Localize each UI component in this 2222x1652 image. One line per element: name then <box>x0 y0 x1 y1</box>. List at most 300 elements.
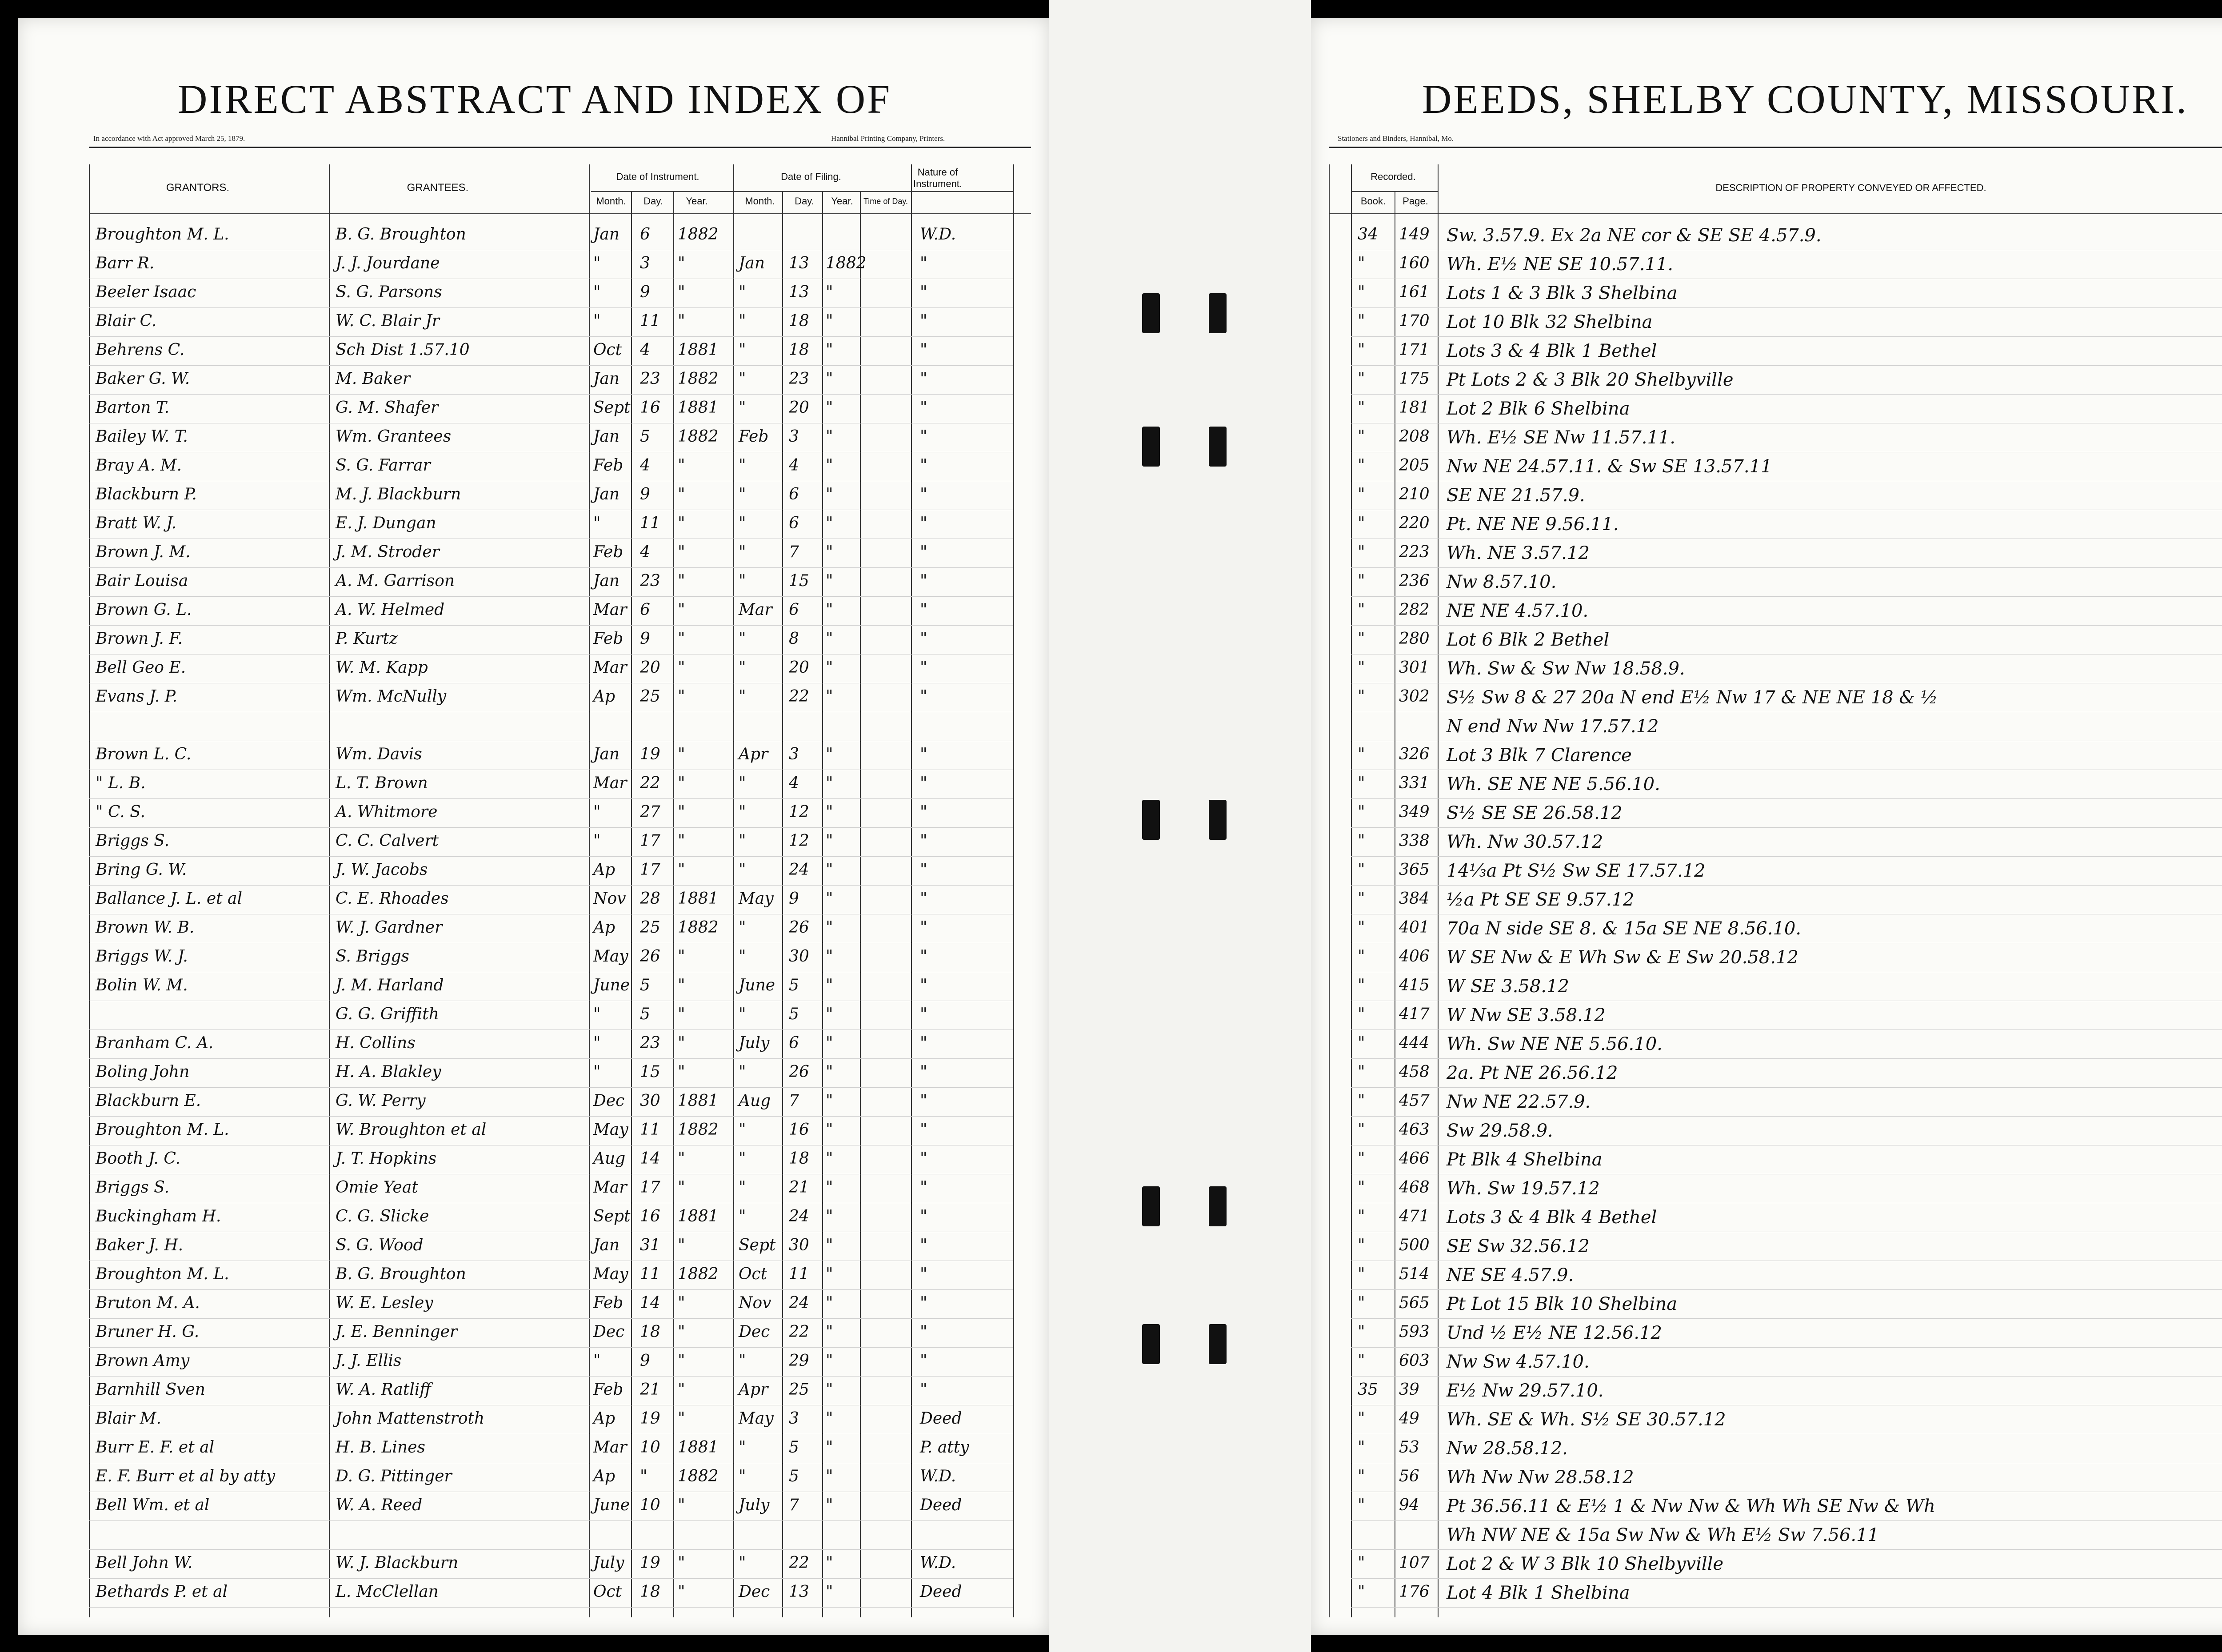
instrument-year: " <box>678 254 685 272</box>
grantor-name: E. F. Burr et al by atty <box>96 1467 276 1485</box>
book-number: " <box>1358 485 1365 503</box>
filing-day: 23 <box>789 370 809 388</box>
grantee-name: J. M. Stroder <box>336 543 440 561</box>
filing-day: 24 <box>789 861 809 879</box>
filing-year: " <box>826 1236 833 1254</box>
instrument-month: " <box>593 803 601 821</box>
nature-of-instrument: W.D. <box>920 1554 956 1572</box>
instrument-month: Ap <box>593 861 615 879</box>
filing-day: 12 <box>789 803 809 821</box>
property-description: Pt Lot 15 Blk 10 Shelbina <box>1447 1294 1678 1314</box>
instrument-day-header: Day. <box>643 196 663 207</box>
filing-month: " <box>739 1554 746 1572</box>
nature-of-instrument: " <box>920 1063 927 1081</box>
filing-month: Feb <box>739 427 769 446</box>
filing-year-header: Year. <box>831 196 853 207</box>
grantor-name: Evans J. P. <box>96 687 178 706</box>
grantee-name: W. J. Blackburn <box>336 1554 459 1572</box>
page-number: 107 <box>1399 1554 1430 1572</box>
grantee-name: S. Briggs <box>336 947 410 966</box>
filing-year: " <box>826 399 833 417</box>
nature-of-instrument: " <box>920 658 927 677</box>
instrument-year: 1881 <box>678 1207 719 1225</box>
filing-day: 3 <box>789 427 799 446</box>
instrument-year: " <box>678 283 685 301</box>
book-number: " <box>1358 1323 1365 1341</box>
binding-mark <box>1142 1324 1160 1364</box>
book-number: " <box>1358 803 1365 821</box>
filing-month: " <box>739 1207 746 1225</box>
book-number: " <box>1358 1207 1365 1225</box>
instrument-year: " <box>678 1381 685 1399</box>
grantor-name: Bell Wm. et al <box>96 1496 210 1514</box>
nature-of-instrument: " <box>920 890 927 908</box>
book-number: 35 <box>1358 1381 1378 1399</box>
instrument-day: 11 <box>640 514 660 532</box>
instrument-year: " <box>678 658 685 677</box>
row-rule <box>1351 827 2222 828</box>
page-number: 220 <box>1399 514 1430 532</box>
instrument-month: Oct <box>593 1583 622 1601</box>
instrument-month: Mar <box>593 1178 627 1197</box>
filing-day: 21 <box>789 1178 809 1197</box>
instrument-day: 11 <box>640 1121 660 1139</box>
row-rule <box>89 1058 1013 1059</box>
description-header: DESCRIPTION OF PROPERTY CONVEYED OR AFFECTED. <box>1715 182 1986 193</box>
row-rule <box>89 307 1013 308</box>
page-number: 56 <box>1399 1467 1419 1485</box>
instrument-month: " <box>593 514 601 532</box>
instrument-day: 4 <box>640 543 650 561</box>
property-description: Lots 3 & 4 Blk 4 Bethel <box>1447 1207 1657 1228</box>
filing-year: " <box>826 687 833 706</box>
book-number: " <box>1358 630 1365 648</box>
book-number: " <box>1358 1409 1365 1428</box>
binding-mark <box>1142 293 1160 333</box>
instrument-day: 25 <box>640 918 660 937</box>
grantor-name: Broughton M. L. <box>96 1265 229 1283</box>
instrument-month: Jan <box>593 370 620 388</box>
nature-of-instrument: " <box>920 630 927 648</box>
grantor-name: " C. S. <box>96 803 145 821</box>
page-number: 39 <box>1399 1381 1419 1399</box>
property-description: Lot 2 Blk 6 Shelbina <box>1447 399 1630 419</box>
property-description: Lots 1 & 3 Blk 3 Shelbina <box>1447 283 1678 303</box>
grantee-name: Wm. McNully <box>336 687 447 706</box>
property-description: Nw 8.57.10. <box>1447 572 1557 592</box>
nature-of-instrument: " <box>920 803 927 821</box>
grantee-name: C. E. Rhoades <box>336 890 449 908</box>
book-header: Book. <box>1360 196 1386 207</box>
page-number: 349 <box>1399 803 1430 821</box>
filing-month: " <box>739 1352 746 1370</box>
instrument-month: Ap <box>593 918 615 937</box>
property-description: Lot 4 Blk 1 Shelbina <box>1447 1583 1630 1603</box>
nature-of-instrument: " <box>920 832 927 850</box>
instrument-month: Sept <box>593 399 631 417</box>
book-number: " <box>1358 1034 1365 1052</box>
row-rule <box>89 1549 1013 1550</box>
instrument-year: 1882 <box>678 1121 719 1139</box>
filing-year: " <box>826 1409 833 1428</box>
instrument-day: 3 <box>640 254 650 272</box>
filing-year: " <box>826 774 833 792</box>
grantee-name: John Mattenstroth <box>336 1409 485 1428</box>
grantee-name: C. C. Calvert <box>336 832 439 850</box>
instrument-year: 1881 <box>678 399 719 417</box>
binding-mark <box>1209 1186 1227 1226</box>
grantor-name: Bell Geo E. <box>96 658 186 677</box>
col-line <box>1438 164 1439 1617</box>
instrument-day: 28 <box>640 890 660 908</box>
book-number: " <box>1358 601 1365 619</box>
row-rule <box>1351 885 2222 886</box>
filing-year: " <box>826 803 833 821</box>
instrument-year: " <box>678 1323 685 1341</box>
col-line <box>329 164 330 1617</box>
filing-day: 5 <box>789 1005 799 1023</box>
instrument-day: 30 <box>640 1092 660 1110</box>
instrument-day: 23 <box>640 1034 660 1052</box>
filing-month: May <box>739 1409 774 1428</box>
filing-day: 7 <box>789 543 799 561</box>
instrument-year: " <box>678 1554 685 1572</box>
book-number: " <box>1358 1149 1365 1168</box>
col-line <box>911 164 912 1617</box>
grantor-name: Boling John <box>96 1063 190 1081</box>
filing-day: 29 <box>789 1352 809 1370</box>
property-description: Wh. Sw & Sw Nw 18.58.9. <box>1447 658 1685 679</box>
instrument-month: Feb <box>593 1381 623 1399</box>
row-rule <box>89 1520 1013 1521</box>
left-ledger-page <box>18 18 1049 1635</box>
filing-month: " <box>739 1005 746 1023</box>
col-line <box>589 164 590 1617</box>
nature-of-instrument: " <box>920 601 927 619</box>
nature-of-instrument: W.D. <box>920 1467 956 1485</box>
filing-year: " <box>826 1178 833 1197</box>
property-description: ½a Pt SE SE 9.57.12 <box>1447 890 1635 910</box>
grantor-name: " L. B. <box>96 774 146 792</box>
filing-month: May <box>739 890 774 908</box>
book-number: " <box>1358 1092 1365 1110</box>
page-number: 471 <box>1399 1207 1430 1225</box>
property-description: 70a N side SE 8. & 15a SE NE 8.56.10. <box>1447 918 1802 939</box>
property-description: Pt. NE NE 9.56.11. <box>1447 514 1619 535</box>
filing-day: 7 <box>789 1496 799 1514</box>
grantor-name: Barton T. <box>96 399 170 417</box>
filing-day: 20 <box>789 399 809 417</box>
property-description: SE Sw 32.56.12 <box>1447 1236 1590 1257</box>
filing-year: " <box>826 1063 833 1081</box>
instrument-year: 1882 <box>678 427 719 446</box>
page-number: 53 <box>1399 1438 1419 1456</box>
page-number: 514 <box>1399 1265 1430 1283</box>
filing-year: " <box>826 1381 833 1399</box>
page-number: 49 <box>1399 1409 1419 1428</box>
instrument-day: 10 <box>640 1438 660 1456</box>
filing-month: " <box>739 572 746 590</box>
grantor-name: Briggs W. J. <box>96 947 188 966</box>
grantee-name: H. B. Lines <box>336 1438 426 1456</box>
property-description: Pt Blk 4 Shelbina <box>1447 1149 1603 1170</box>
page-number: 181 <box>1399 399 1430 417</box>
col-line <box>822 191 823 1617</box>
filing-year: " <box>826 1323 833 1341</box>
instrument-day: 10 <box>640 1496 660 1514</box>
instrument-month: July <box>593 1554 624 1572</box>
page-number: 208 <box>1399 427 1430 446</box>
filing-month: " <box>739 1467 746 1485</box>
recorded-header: Recorded. <box>1371 171 1416 182</box>
grantee-name: J. T. Hopkins <box>336 1149 437 1168</box>
instrument-day: 31 <box>640 1236 660 1254</box>
right-ledger-page <box>1311 18 2222 1635</box>
filing-year: " <box>826 745 833 763</box>
grantee-name: E. J. Dungan <box>336 514 436 532</box>
instrument-year: 1882 <box>678 1265 719 1283</box>
filing-month: July <box>739 1496 770 1514</box>
grantor-name: Briggs S. <box>96 832 170 850</box>
grantor-name: Blair C. <box>96 312 157 330</box>
grantor-name: Baker G. W. <box>96 370 190 388</box>
instrument-year: 1881 <box>678 1092 719 1110</box>
grantors-header: GRANTORS. <box>166 182 230 194</box>
nature-of-instrument: " <box>920 543 927 561</box>
filing-year: " <box>826 341 833 359</box>
instrument-month: Ap <box>593 1409 615 1428</box>
grantee-name: C. G. Slicke <box>336 1207 429 1225</box>
filing-day: 26 <box>789 918 809 937</box>
instrument-year: " <box>678 774 685 792</box>
filing-day: 18 <box>789 1149 809 1168</box>
book-number: " <box>1358 1352 1365 1370</box>
page-number: 458 <box>1399 1063 1430 1081</box>
instrument-year: " <box>678 1005 685 1023</box>
grantee-name: Sch Dist 1.57.10 <box>336 341 470 359</box>
book-number: " <box>1358 456 1365 475</box>
filing-day: 26 <box>789 1063 809 1081</box>
book-number: " <box>1358 1554 1365 1572</box>
filing-year: " <box>826 1034 833 1052</box>
property-description: Pt Lots 2 & 3 Blk 20 Shelbyville <box>1447 370 1734 390</box>
nature-of-instrument: " <box>920 399 927 417</box>
filing-day: 11 <box>789 1265 809 1283</box>
instrument-month: Sept <box>593 1207 631 1225</box>
instrument-day: 5 <box>640 427 650 446</box>
date-of-filing-header: Date of Filing. <box>781 171 841 182</box>
filing-year: " <box>826 572 833 590</box>
filing-month: Mar <box>739 601 772 619</box>
grantor-name: Brown Amy <box>96 1352 190 1370</box>
nature-of-instrument: " <box>920 745 927 763</box>
filing-year: " <box>826 601 833 619</box>
nature-header: Nature of Instrument. <box>913 167 963 189</box>
page-number: 160 <box>1399 254 1430 272</box>
grantee-name: A. W. Helmed <box>336 601 445 619</box>
instrument-day: 20 <box>640 658 660 677</box>
property-description: Wh Nw Nw 28.58.12 <box>1447 1467 1634 1488</box>
act-note: In accordance with Act approved March 25, 1879. <box>93 134 245 143</box>
row-rule <box>1351 1087 2222 1088</box>
instrument-day: 14 <box>640 1149 660 1168</box>
nature-of-instrument: W.D. <box>920 225 956 243</box>
filing-year: " <box>826 976 833 994</box>
row-rule <box>89 365 1013 366</box>
grantor-name: Briggs S. <box>96 1178 170 1197</box>
filing-year: " <box>826 1554 833 1572</box>
instrument-day: 14 <box>640 1294 660 1312</box>
instrument-day: 27 <box>640 803 660 821</box>
row-rule <box>89 856 1013 857</box>
instrument-month: Feb <box>593 630 623 648</box>
filing-day: 15 <box>789 572 809 590</box>
filing-day: 6 <box>789 1034 799 1052</box>
row-rule <box>89 1607 1013 1608</box>
book-number: " <box>1358 370 1365 388</box>
grantee-name: J. M. Harland <box>336 976 444 994</box>
instrument-month: June <box>593 976 630 994</box>
nature-of-instrument: " <box>920 1323 927 1341</box>
nature-of-instrument: " <box>920 774 927 792</box>
filing-day: 4 <box>789 456 799 475</box>
filing-month: " <box>739 803 746 821</box>
grantee-name: J. E. Benninger <box>336 1323 458 1341</box>
header-rule <box>1329 147 2222 148</box>
filing-day: 5 <box>789 1467 799 1485</box>
nature-of-instrument: " <box>920 312 927 330</box>
book-number: " <box>1358 861 1365 879</box>
instrument-month: Aug <box>593 1149 626 1168</box>
grantee-name: S. G. Farrar <box>336 456 431 475</box>
row-rule <box>1351 1116 2222 1117</box>
property-description: Wh. Sw 19.57.12 <box>1447 1178 1600 1199</box>
nature-of-instrument: " <box>920 1207 927 1225</box>
instrument-day: 17 <box>640 861 660 879</box>
filing-year: " <box>826 832 833 850</box>
nature-of-instrument: " <box>920 1265 927 1283</box>
nature-of-instrument: " <box>920 427 927 446</box>
filing-month: " <box>739 341 746 359</box>
nature-of-instrument: " <box>920 1121 927 1139</box>
instrument-year: " <box>678 861 685 879</box>
grantor-name: Booth J. C. <box>96 1149 181 1168</box>
filing-month: Jan <box>739 254 765 272</box>
filing-day-header: Day. <box>795 196 814 207</box>
grantor-name: Burr E. F. et al <box>96 1438 215 1456</box>
book-number: 34 <box>1358 225 1378 243</box>
property-description: Wh. E½ NE SE 10.57.11. <box>1447 254 1674 275</box>
header-bottom-line <box>1329 213 2222 214</box>
property-description: Lots 3 & 4 Blk 1 Bethel <box>1447 341 1657 361</box>
filing-year: " <box>826 658 833 677</box>
grantee-name: L. T. Brown <box>336 774 428 792</box>
filing-day: 13 <box>789 254 809 272</box>
grantee-name: W. E. Lesley <box>336 1294 433 1312</box>
instrument-month: June <box>593 1496 630 1514</box>
col-line <box>733 164 734 1617</box>
row-rule <box>1351 1549 2222 1550</box>
page-number: 401 <box>1399 918 1430 937</box>
page-number: 463 <box>1399 1121 1430 1139</box>
row-rule <box>89 1376 1013 1377</box>
binding-mark <box>1209 1324 1227 1364</box>
page-number: 282 <box>1399 601 1430 619</box>
nature-of-instrument: " <box>920 947 927 966</box>
instrument-year: " <box>678 1496 685 1514</box>
nature-of-instrument: " <box>920 1092 927 1110</box>
property-description: S½ SE SE 26.58.12 <box>1447 803 1623 823</box>
instrument-year: " <box>678 601 685 619</box>
instrument-year: 1882 <box>678 225 719 243</box>
grantor-name: Bruton M. A. <box>96 1294 200 1312</box>
filing-year: " <box>826 1496 833 1514</box>
filing-day: 20 <box>789 658 809 677</box>
filing-day: 5 <box>789 1438 799 1456</box>
nature-of-instrument: " <box>920 1149 927 1168</box>
filing-year: " <box>826 543 833 561</box>
filing-month: " <box>739 514 746 532</box>
page-number: 406 <box>1399 947 1430 966</box>
instrument-day: 9 <box>640 485 650 503</box>
row-rule <box>1351 1578 2222 1579</box>
instrument-month: Mar <box>593 658 627 677</box>
filing-day: 6 <box>789 485 799 503</box>
filing-month: " <box>739 658 746 677</box>
row-rule <box>1351 1607 2222 1608</box>
grantor-name: Bell John W. <box>96 1554 193 1572</box>
grantee-name: H. Collins <box>336 1034 416 1052</box>
page-number: 171 <box>1399 341 1430 359</box>
instrument-month: Oct <box>593 341 622 359</box>
filing-month: " <box>739 543 746 561</box>
property-description: Nw 28.58.12. <box>1447 1438 1568 1459</box>
property-description: Wh. SE NE NE 5.56.10. <box>1447 774 1660 794</box>
instrument-day: 9 <box>640 283 650 301</box>
instrument-year: " <box>678 630 685 648</box>
instrument-year: " <box>678 1149 685 1168</box>
nature-of-instrument: " <box>920 370 927 388</box>
instrument-year: " <box>678 1063 685 1081</box>
grantor-name: Brown J. M. <box>96 543 191 561</box>
filing-year: " <box>826 1005 833 1023</box>
instrument-day: 16 <box>640 1207 660 1225</box>
instrument-month: " <box>593 312 601 330</box>
filing-year: " <box>826 283 833 301</box>
grantee-name: P. Kurtz <box>336 630 398 648</box>
col-line <box>782 191 783 1617</box>
instrument-month: Jan <box>593 1236 620 1254</box>
grantor-name: Brown G. L. <box>96 601 192 619</box>
filing-year: " <box>826 1294 833 1312</box>
filing-day: 22 <box>789 1323 809 1341</box>
instrument-day: 4 <box>640 341 650 359</box>
filing-day: 5 <box>789 976 799 994</box>
grantee-name: W. J. Gardner <box>336 918 443 937</box>
filing-year: " <box>826 1149 833 1168</box>
grantor-name: Bratt W. J. <box>96 514 177 532</box>
instrument-month: Jan <box>593 745 620 763</box>
grantor-name: Buckingham H. <box>96 1207 221 1225</box>
grantee-name: A. Whitmore <box>336 803 438 821</box>
property-description: Lot 3 Blk 7 Clarence <box>1447 745 1632 766</box>
filing-month: Apr <box>739 745 768 763</box>
instrument-day: 22 <box>640 774 660 792</box>
page-number: 302 <box>1399 687 1430 706</box>
grantee-name: L. McClellan <box>336 1583 439 1601</box>
instrument-month: " <box>593 1005 601 1023</box>
grantor-name: Blair M. <box>96 1409 161 1428</box>
